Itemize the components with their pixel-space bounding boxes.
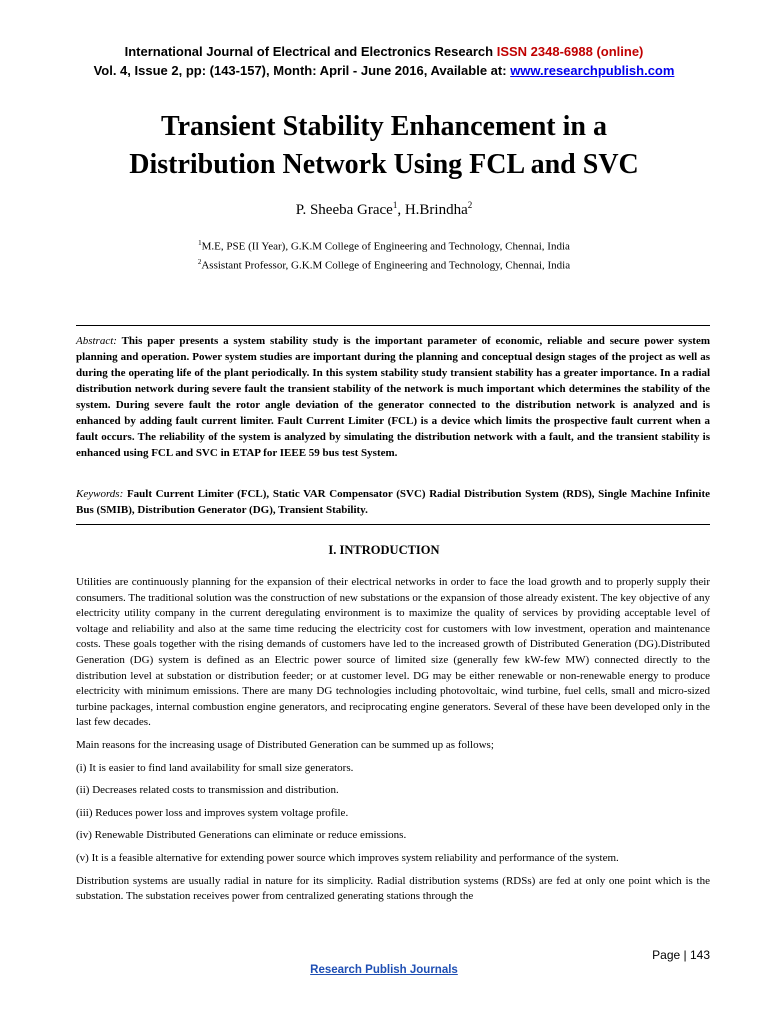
author-1: P. Sheeba Grace [295, 202, 393, 218]
author-1-sup: 1 [392, 200, 398, 210]
paragraph: Main reasons for the increasing usage of Distributed Generation can be summed up as follows; [76, 738, 494, 751]
abstract-label: Abstract: [76, 335, 117, 347]
abstract-top-rule [76, 325, 710, 326]
affiliation-2-sup: 2 [197, 257, 202, 266]
section-heading: I. INTRODUCTION [328, 543, 440, 557]
list-item: (i) It is easier to find land availability for small size generators. [76, 761, 354, 774]
affiliation-1 [0, 236, 768, 255]
journal-line [0, 42, 768, 61]
issn: ISSN 2348-6988 (online) [496, 44, 644, 59]
list-item: (v) It is a feasible alternative for extending power source which improves system reliability and performance of the system. [76, 851, 619, 864]
author-2-sup: 2 [467, 200, 473, 210]
title-line-2: Distribution Network Using FCL and SVC [129, 149, 639, 180]
journal-name: International Journal of Electrical and Electronics Research [124, 44, 494, 59]
page-number: Page | 143 [652, 948, 710, 962]
journal-header [0, 42, 768, 80]
list-item: (ii) Decreases related costs to transmission and distribution. [76, 784, 339, 797]
keywords [76, 486, 710, 518]
volume-info: Vol. 4, Issue 2, pp: (143-157), Month: April - June 2016, Available at: [93, 63, 507, 78]
author-separator: , [397, 202, 405, 218]
list-item: (iii) Reduces power loss and improves system voltage profile. [76, 806, 349, 819]
paragraph: Distribution systems are usually radial in nature for its simplicity. Radial distribution systems (RDSs) are fed at only one point which is the substation. The substation receives power from centralized generating stations through the [76, 874, 710, 903]
volume-line [0, 61, 768, 80]
affiliation-2-text: Assistant Professor, G.K.M College of Engineering and Technology, Chennai, India [201, 259, 571, 272]
affiliation-2 [0, 255, 768, 274]
publisher-link[interactable]: Research Publish Journals [310, 964, 458, 976]
paper-title [60, 108, 708, 184]
abstract-text: This paper presents a system stability study is the important parameter of economic, reliable and secure power system planning and operation. Power system studies are important during the planning and conceptual design stages of the project as well as during the operating life of the plant periodically. In this system stability study transient stability has a greater importance. In a radial distribution network during severe fault the transient stability of the network is much important which determines the stability of the system. During severe fault the rotor angle deviation of the generator connected to the distribution network is analyzed and is enhanced by adding fault current limiter. Fault Current Limiter (FCL) is a device which limits the prospective fault current when a fault occurs. The reliability of the system is analyzed by simulating the distribution network with a fault, and the transient stability is enhanced using FCL and SVC in ETAP for IEEE 59 bus test System. [76, 335, 710, 459]
body-text [76, 575, 710, 912]
paragraph: Utilities are continuously planning for the expansion of their electrical networks in order to face the load growth and to properly supply their consumers. The traditional solution was the construction of new substations or the expansion of those already existent. The key objective of any electricity utility company in the current deregulating environment is to maximize the quality of services by providing acceptable level of voltage and reliability and also at the same time reducing the electricity cost for customers with low investment, operation and maintenance costs. These goals together with the rising demands of customers have led to the increased growth of Distributed Generation (DG).Distributed Generation (DG) system is defined as an Electric power source of limited size (generally few kW-few MW) connected directly to the distribution level at substation or distribution feeder; or at customer level. DG may be either renewable or non-renewable energy to produce electricity with minimum emissions. There are many DG technologies including photovoltaic, wind turbine, fuel cells, small and micro-sized turbine packages, internal combustion engine generators, and reciprocating engine generators. Several of these have been developed only in the last few decades. [76, 576, 710, 729]
list-item: (iv) Renewable Distributed Generations can eliminate or reduce emissions. [76, 829, 407, 842]
keywords-text: Fault Current Limiter (FCL), Static VAR Compensator (SVC) Radial Distribution System (RDS), Single Machine Infinite Bus (SMIB), Distribution Generator (DG), Transient Stability. [76, 488, 711, 516]
abstract-bottom-rule [76, 524, 710, 525]
title-line-1: Transient Stability Enhancement in a [161, 111, 607, 142]
journal-url-link[interactable]: www.researchpublish.com [510, 63, 675, 78]
affiliation-1-text: M.E, PSE (II Year), G.K.M College of Engineering and Technology, Chennai, India [201, 240, 570, 253]
authors [0, 200, 768, 219]
keywords-label: Keywords: [76, 488, 124, 500]
author-2: H.Brindha [404, 202, 468, 218]
footer [0, 964, 768, 976]
affiliations [0, 236, 768, 273]
affiliation-1-sup: 1 [198, 239, 202, 247]
abstract [76, 333, 710, 461]
